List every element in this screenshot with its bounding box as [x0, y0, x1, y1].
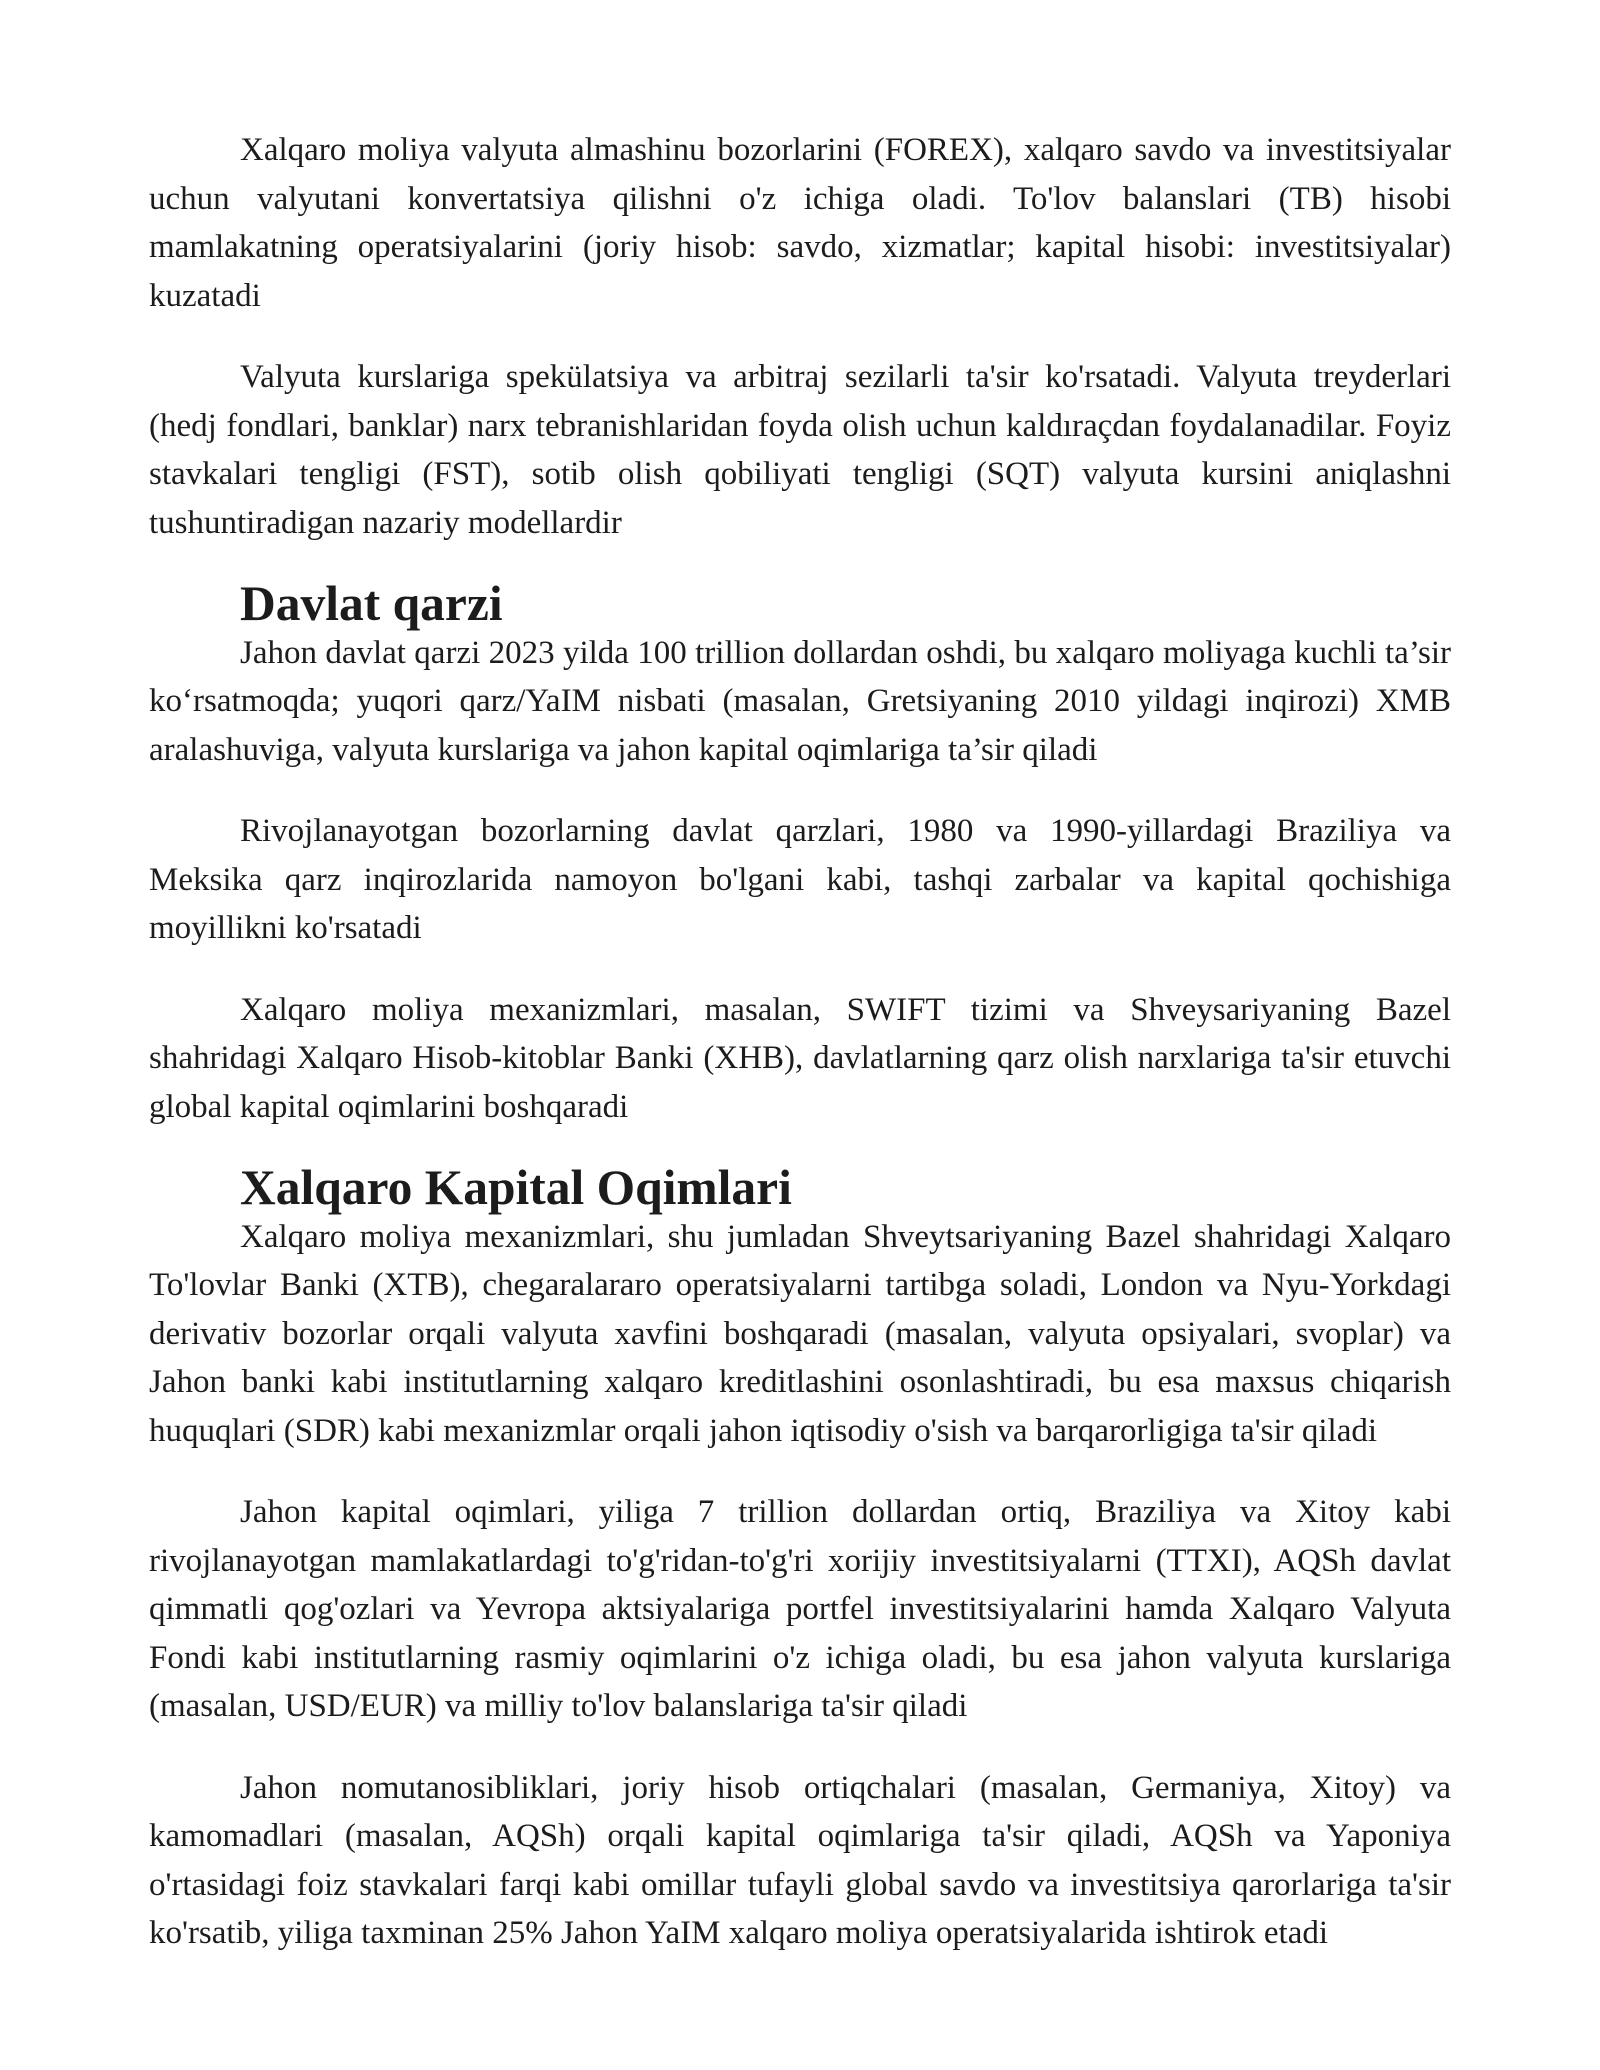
- section-heading-debt: Davlat qarzi: [240, 576, 503, 631]
- paragraph-capital-1: Xalqaro moliya mexanizmlari, shu jumladan Shveytsariyaning Bazel shahridagi Xalqaro To'lovlar Banki (XTB), chegaralararo operatsiyalarni tartibga soladi, London va Nyu-Yorkdagi derivativ bozorlar orqali valyuta xavfini boshqaradi (masalan, valyuta opsiyalari, svoplar) va Jahon banki kabi institutlarning xalqaro kreditlashini osonlashtiradi, bu esa maxsus chiqarish huquqlari (SDR) kabi mexanizmlar orqali jahon iqtisodiy o'sish va barqarorligiga ta'sir qiladi: [149, 1218, 1451, 1449]
- paragraph-debt-3: Xalqaro moliya mexanizmlari, masalan, SWIFT tizimi va Shveysariyaning Bazel shahridagi Xalqaro Hisob-kitoblar Banki (XHB), davlatlarning qarz olish narxlariga ta'sir etuvchi global kapital oqimlarini boshqaradi: [149, 991, 1451, 1125]
- paragraph-debt-1: Jahon davlat qarzi 2023 yilda 100 trillion dollardan oshdi, bu xalqaro moliyaga kuchli ta’sir ko‘rsatmoqda; yuqori qarz/YaIM nisbati (masalan, Gretsiyaning 2010 yildagi inqirozi) XMB aralashuviga, valyuta kurslariga va jahon kapital oqimlariga ta’sir qiladi: [149, 634, 1451, 768]
- paragraph-speculation: Valyuta kurslariga spekülatsiya va arbitraj sezilarli ta'sir ko'rsatadi. Valyuta treyderlari (hedj fondlari, banklar) narx tebranishlaridan foyda olish uchun kaldıraçdan foydalanadilar. Foyiz stavkalari tengligi (FST), sotib olish qobiliyati tengligi (SQT) valyuta kursini aniqlashni tushuntiradigan nazariy modellardir: [149, 359, 1451, 541]
- document-page: [149, 126, 1451, 1958]
- paragraph-forex: Xalqaro moliya valyuta almashinu bozorlarini (FOREX), xalqaro savdo va investitsiyalar uchun valyutani konvertatsiya qilishni o'z ichiga oladi. To'lov balanslari (TB) hisobi mamlakatning operatsiyalarini (joriy hisob: savdo, xizmatlar; kapital hisobi: investitsiyalar) kuzatadi: [149, 132, 1451, 314]
- paragraph-capital-3: Jahon nomutanosibliklari, joriy hisob ortiqchalari (masalan, Germaniya, Xitoy) va kamomadlari (masalan, AQSh) orqali kapital oqimlariga ta'sir qiladi, AQSh va Yaponiya o'rtasidagi foiz stavkalari farqi kabi omillar tufayli global savdo va investitsiya qarorlariga ta'sir ko'rsatib, yiliga taxminan 25% Jahon YaIM xalqaro moliya operatsiyalarida ishtirok etadi: [149, 1769, 1451, 1951]
- paragraph-debt-2: Rivojlanayotgan bozorlarning davlat qarzlari, 1980 va 1990-yillardagi Braziliya va Meksika qarz inqirozlarida namoyon bo'lgani kabi, tashqi zarbalar va kapital qochishiga moyillikni ko'rsatadi: [149, 813, 1451, 946]
- section-heading-capital: Xalqaro Kapital Oqimlari: [240, 1160, 792, 1215]
- paragraph-capital-2: Jahon kapital oqimlari, yiliga 7 trillion dollardan ortiq, Braziliya va Xitoy kabi rivojlanayotgan mamlakatlardagi to'g'ridan-to'g'ri xorijiy investitsiyalarni (TTXI), AQSh davlat qimmatli qog'ozlari va Yevropa aktsiyalariga portfel investitsiyalarini hamda Xalqaro Valyuta Fondi kabi institutlarning rasmiy oqimlarini o'z ichiga oladi, bu esa jahon valyuta kurslariga (masalan, USD/EUR) va milliy to'lov balanslariga ta'sir qiladi: [149, 1494, 1451, 1724]
